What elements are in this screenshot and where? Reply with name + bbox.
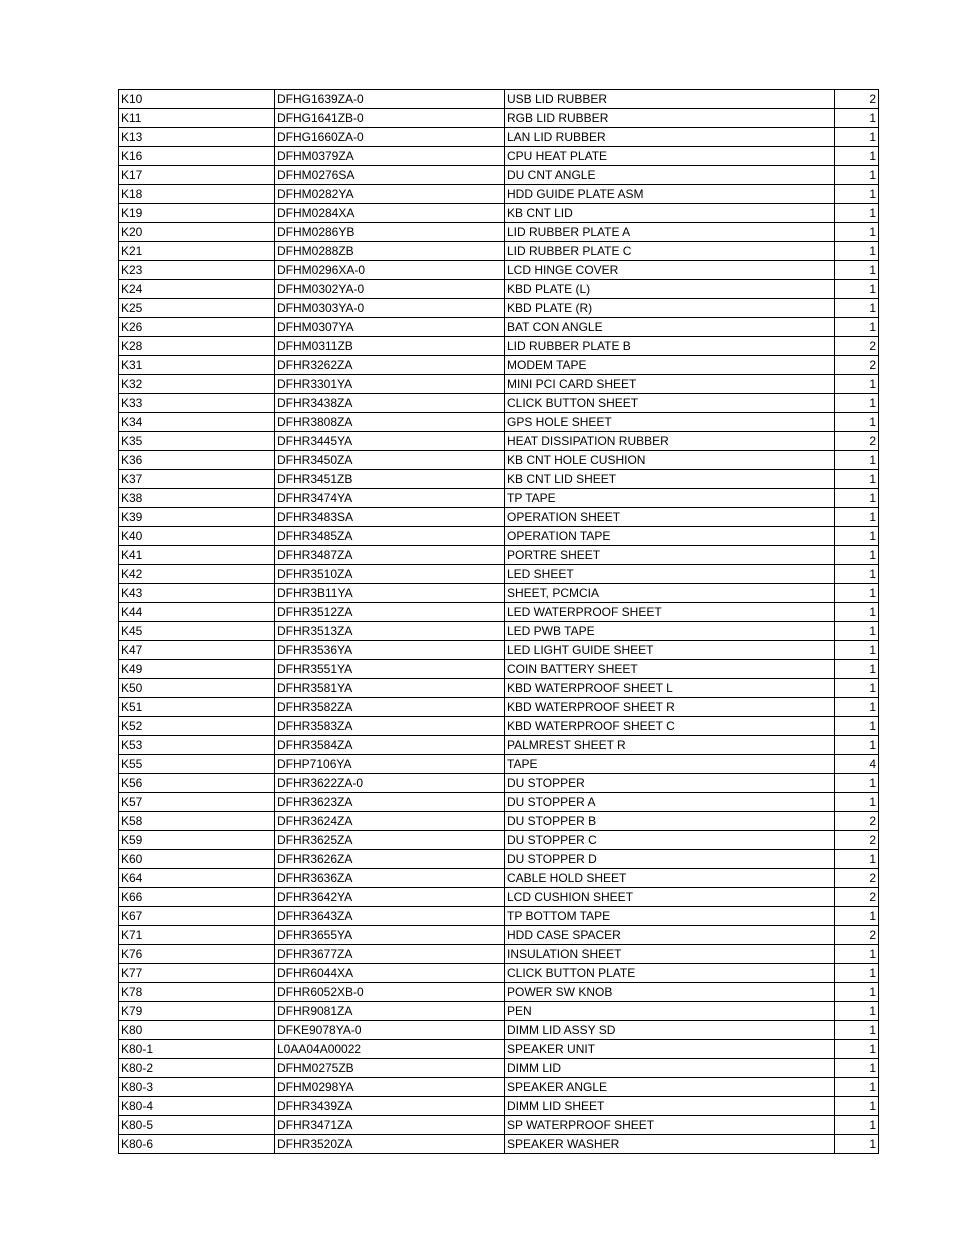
- part-no-cell: DFHM0275ZB: [275, 1059, 505, 1078]
- table-row: [119, 508, 879, 527]
- part-no-cell: DFHR3485ZA: [275, 527, 505, 546]
- table-row: [119, 527, 879, 546]
- quantity-cell: 1: [835, 983, 879, 1002]
- description-cell: SHEET, PCMCIA: [505, 584, 835, 603]
- ref-no-cell: K42: [119, 565, 275, 584]
- description-cell: TP BOTTOM TAPE: [505, 907, 835, 926]
- table-row: [119, 299, 879, 318]
- table-row: [119, 755, 879, 774]
- quantity-cell: 1: [835, 1097, 879, 1116]
- part-no-cell: DFHR3512ZA: [275, 603, 505, 622]
- part-no-cell: DFHR3625ZA: [275, 831, 505, 850]
- table-row: [119, 603, 879, 622]
- table-row: [119, 1135, 879, 1154]
- quantity-cell: 1: [835, 964, 879, 983]
- description-cell: POWER SW KNOB: [505, 983, 835, 1002]
- part-no-cell: DFHR3301YA: [275, 375, 505, 394]
- part-no-cell: DFHR3513ZA: [275, 622, 505, 641]
- table-row: [119, 584, 879, 603]
- table-row: [119, 147, 879, 166]
- ref-no-cell: K17: [119, 166, 275, 185]
- part-no-cell: DFHR3624ZA: [275, 812, 505, 831]
- parts-table-body: [119, 90, 879, 1154]
- part-no-cell: DFHR3636ZA: [275, 869, 505, 888]
- part-no-cell: DFHM0276SA: [275, 166, 505, 185]
- part-no-cell: DFHR3B11YA: [275, 584, 505, 603]
- part-no-cell: DFHR3438ZA: [275, 394, 505, 413]
- description-cell: SP WATERPROOF SHEET: [505, 1116, 835, 1135]
- ref-no-cell: K64: [119, 869, 275, 888]
- ref-no-cell: K44: [119, 603, 275, 622]
- description-cell: SPEAKER UNIT: [505, 1040, 835, 1059]
- description-cell: PORTRE SHEET: [505, 546, 835, 565]
- ref-no-cell: K80-4: [119, 1097, 275, 1116]
- ref-no-cell: K80-5: [119, 1116, 275, 1135]
- table-row: [119, 850, 879, 869]
- description-cell: DIMM LID SHEET: [505, 1097, 835, 1116]
- ref-no-cell: K21: [119, 242, 275, 261]
- ref-no-cell: K38: [119, 489, 275, 508]
- description-cell: KB CNT LID SHEET: [505, 470, 835, 489]
- part-no-cell: DFHP7106YA: [275, 755, 505, 774]
- part-no-cell: DFHR3583ZA: [275, 717, 505, 736]
- ref-no-cell: K26: [119, 318, 275, 337]
- description-cell: TP TAPE: [505, 489, 835, 508]
- table-row: [119, 1040, 879, 1059]
- table-row: [119, 413, 879, 432]
- table-row: [119, 945, 879, 964]
- description-cell: SPEAKER ANGLE: [505, 1078, 835, 1097]
- quantity-cell: 1: [835, 375, 879, 394]
- part-no-cell: DFHR3677ZA: [275, 945, 505, 964]
- table-row: [119, 565, 879, 584]
- ref-no-cell: K41: [119, 546, 275, 565]
- part-no-cell: DFHR3450ZA: [275, 451, 505, 470]
- quantity-cell: 1: [835, 546, 879, 565]
- part-no-cell: DFHM0311ZB: [275, 337, 505, 356]
- ref-no-cell: K33: [119, 394, 275, 413]
- table-row: [119, 223, 879, 242]
- quantity-cell: 1: [835, 394, 879, 413]
- quantity-cell: 1: [835, 204, 879, 223]
- description-cell: CABLE HOLD SHEET: [505, 869, 835, 888]
- description-cell: OPERATION SHEET: [505, 508, 835, 527]
- part-no-cell: DFHR3551YA: [275, 660, 505, 679]
- ref-no-cell: K32: [119, 375, 275, 394]
- table-row: [119, 1116, 879, 1135]
- table-row: [119, 394, 879, 413]
- table-row: [119, 90, 879, 109]
- part-no-cell: DFHR6044XA: [275, 964, 505, 983]
- quantity-cell: 1: [835, 736, 879, 755]
- quantity-cell: 1: [835, 717, 879, 736]
- quantity-cell: 1: [835, 565, 879, 584]
- ref-no-cell: K80: [119, 1021, 275, 1040]
- description-cell: PEN: [505, 1002, 835, 1021]
- description-cell: DU STOPPER A: [505, 793, 835, 812]
- quantity-cell: 1: [835, 1002, 879, 1021]
- description-cell: GPS HOLE SHEET: [505, 413, 835, 432]
- quantity-cell: 1: [835, 698, 879, 717]
- table-row: [119, 185, 879, 204]
- description-cell: DIMM LID ASSY SD: [505, 1021, 835, 1040]
- ref-no-cell: K11: [119, 109, 275, 128]
- table-row: [119, 679, 879, 698]
- quantity-cell: 1: [835, 641, 879, 660]
- quantity-cell: 1: [835, 261, 879, 280]
- description-cell: USB LID RUBBER: [505, 90, 835, 109]
- table-row: [119, 280, 879, 299]
- description-cell: LID RUBBER PLATE C: [505, 242, 835, 261]
- table-row: [119, 812, 879, 831]
- quantity-cell: 1: [835, 1059, 879, 1078]
- quantity-cell: 1: [835, 128, 879, 147]
- quantity-cell: 1: [835, 1040, 879, 1059]
- ref-no-cell: K28: [119, 337, 275, 356]
- description-cell: LED LIGHT GUIDE SHEET: [505, 641, 835, 660]
- description-cell: BAT CON ANGLE: [505, 318, 835, 337]
- ref-no-cell: K45: [119, 622, 275, 641]
- quantity-cell: 2: [835, 337, 879, 356]
- table-row: [119, 736, 879, 755]
- quantity-cell: 1: [835, 584, 879, 603]
- description-cell: RGB LID RUBBER: [505, 109, 835, 128]
- quantity-cell: 1: [835, 299, 879, 318]
- quantity-cell: 1: [835, 109, 879, 128]
- quantity-cell: 1: [835, 850, 879, 869]
- ref-no-cell: K55: [119, 755, 275, 774]
- table-row: [119, 1059, 879, 1078]
- ref-no-cell: K47: [119, 641, 275, 660]
- quantity-cell: 1: [835, 470, 879, 489]
- description-cell: KBD WATERPROOF SHEET C: [505, 717, 835, 736]
- part-no-cell: DFHR3451ZB: [275, 470, 505, 489]
- ref-no-cell: K67: [119, 907, 275, 926]
- ref-no-cell: K80-6: [119, 1135, 275, 1154]
- description-cell: CLICK BUTTON PLATE: [505, 964, 835, 983]
- quantity-cell: 1: [835, 451, 879, 470]
- ref-no-cell: K40: [119, 527, 275, 546]
- quantity-cell: 1: [835, 1078, 879, 1097]
- part-no-cell: DFHR3643ZA: [275, 907, 505, 926]
- table-row: [119, 831, 879, 850]
- part-no-cell: DFHR3536YA: [275, 641, 505, 660]
- part-no-cell: DFHM0288ZB: [275, 242, 505, 261]
- ref-no-cell: K59: [119, 831, 275, 850]
- description-cell: SPEAKER WASHER: [505, 1135, 835, 1154]
- part-no-cell: DFHR9081ZA: [275, 1002, 505, 1021]
- table-row: [119, 774, 879, 793]
- table-row: [119, 907, 879, 926]
- table-row: [119, 451, 879, 470]
- quantity-cell: 1: [835, 945, 879, 964]
- quantity-cell: 2: [835, 90, 879, 109]
- quantity-cell: 1: [835, 166, 879, 185]
- description-cell: LID RUBBER PLATE A: [505, 223, 835, 242]
- quantity-cell: 1: [835, 622, 879, 641]
- part-no-cell: DFHM0379ZA: [275, 147, 505, 166]
- quantity-cell: 2: [835, 869, 879, 888]
- table-row: [119, 489, 879, 508]
- table-row: [119, 318, 879, 337]
- part-no-cell: DFHR3474YA: [275, 489, 505, 508]
- part-no-cell: DFHM0282YA: [275, 185, 505, 204]
- ref-no-cell: K57: [119, 793, 275, 812]
- description-cell: KB CNT LID: [505, 204, 835, 223]
- table-row: [119, 128, 879, 147]
- ref-no-cell: K58: [119, 812, 275, 831]
- quantity-cell: 1: [835, 793, 879, 812]
- part-no-cell: DFHM0307YA: [275, 318, 505, 337]
- description-cell: LCD HINGE COVER: [505, 261, 835, 280]
- table-row: [119, 1097, 879, 1116]
- quantity-cell: 1: [835, 603, 879, 622]
- description-cell: DU STOPPER D: [505, 850, 835, 869]
- quantity-cell: 2: [835, 432, 879, 451]
- quantity-cell: 2: [835, 888, 879, 907]
- quantity-cell: 1: [835, 660, 879, 679]
- part-no-cell: DFHM0286YB: [275, 223, 505, 242]
- part-no-cell: DFHR3582ZA: [275, 698, 505, 717]
- quantity-cell: 4: [835, 755, 879, 774]
- table-row: [119, 1021, 879, 1040]
- quantity-cell: 1: [835, 508, 879, 527]
- quantity-cell: 1: [835, 318, 879, 337]
- part-no-cell: L0AA04A00022: [275, 1040, 505, 1059]
- table-row: [119, 983, 879, 1002]
- table-row: [119, 432, 879, 451]
- part-no-cell: DFHG1639ZA-0: [275, 90, 505, 109]
- ref-no-cell: K53: [119, 736, 275, 755]
- quantity-cell: 1: [835, 413, 879, 432]
- quantity-cell: 2: [835, 926, 879, 945]
- part-no-cell: DFHR3581YA: [275, 679, 505, 698]
- ref-no-cell: K34: [119, 413, 275, 432]
- part-no-cell: DFHM0302YA-0: [275, 280, 505, 299]
- description-cell: KBD PLATE (R): [505, 299, 835, 318]
- part-no-cell: DFHG1641ZB-0: [275, 109, 505, 128]
- part-no-cell: DFHR3584ZA: [275, 736, 505, 755]
- table-row: [119, 356, 879, 375]
- ref-no-cell: K23: [119, 261, 275, 280]
- description-cell: TAPE: [505, 755, 835, 774]
- part-no-cell: DFHR3520ZA: [275, 1135, 505, 1154]
- ref-no-cell: K66: [119, 888, 275, 907]
- description-cell: HDD CASE SPACER: [505, 926, 835, 945]
- ref-no-cell: K18: [119, 185, 275, 204]
- part-no-cell: DFHR3808ZA: [275, 413, 505, 432]
- part-no-cell: DFHG1660ZA-0: [275, 128, 505, 147]
- description-cell: DIMM LID: [505, 1059, 835, 1078]
- description-cell: LCD CUSHION SHEET: [505, 888, 835, 907]
- quantity-cell: 1: [835, 242, 879, 261]
- description-cell: HDD GUIDE PLATE ASM: [505, 185, 835, 204]
- part-no-cell: DFHR3262ZA: [275, 356, 505, 375]
- table-row: [119, 109, 879, 128]
- description-cell: KBD WATERPROOF SHEET R: [505, 698, 835, 717]
- quantity-cell: 1: [835, 280, 879, 299]
- description-cell: LED PWB TAPE: [505, 622, 835, 641]
- ref-no-cell: K19: [119, 204, 275, 223]
- part-no-cell: DFHR3487ZA: [275, 546, 505, 565]
- part-no-cell: DFHR3642YA: [275, 888, 505, 907]
- ref-no-cell: K71: [119, 926, 275, 945]
- ref-no-cell: K31: [119, 356, 275, 375]
- description-cell: LED SHEET: [505, 565, 835, 584]
- description-cell: DU STOPPER C: [505, 831, 835, 850]
- ref-no-cell: K16: [119, 147, 275, 166]
- table-row: [119, 641, 879, 660]
- ref-no-cell: K39: [119, 508, 275, 527]
- ref-no-cell: K35: [119, 432, 275, 451]
- table-row: [119, 660, 879, 679]
- description-cell: DU STOPPER B: [505, 812, 835, 831]
- quantity-cell: 1: [835, 679, 879, 698]
- ref-no-cell: K36: [119, 451, 275, 470]
- part-no-cell: DFHR3622ZA-0: [275, 774, 505, 793]
- table-row: [119, 964, 879, 983]
- table-row: [119, 546, 879, 565]
- quantity-cell: 1: [835, 774, 879, 793]
- description-cell: KBD WATERPROOF SHEET L: [505, 679, 835, 698]
- description-cell: OPERATION TAPE: [505, 527, 835, 546]
- table-row: [119, 375, 879, 394]
- description-cell: LID RUBBER PLATE B: [505, 337, 835, 356]
- table-row: [119, 204, 879, 223]
- description-cell: MODEM TAPE: [505, 356, 835, 375]
- description-cell: CLICK BUTTON SHEET: [505, 394, 835, 413]
- part-no-cell: DFKE9078YA-0: [275, 1021, 505, 1040]
- quantity-cell: 1: [835, 907, 879, 926]
- part-no-cell: DFHR3483SA: [275, 508, 505, 527]
- description-cell: LED WATERPROOF SHEET: [505, 603, 835, 622]
- quantity-cell: 1: [835, 223, 879, 242]
- part-no-cell: DFHR3655YA: [275, 926, 505, 945]
- part-no-cell: DFHR3623ZA: [275, 793, 505, 812]
- part-no-cell: DFHR3471ZA: [275, 1116, 505, 1135]
- quantity-cell: 1: [835, 1116, 879, 1135]
- table-row: [119, 1002, 879, 1021]
- quantity-cell: 2: [835, 831, 879, 850]
- quantity-cell: 1: [835, 527, 879, 546]
- table-row: [119, 470, 879, 489]
- quantity-cell: 2: [835, 812, 879, 831]
- ref-no-cell: K37: [119, 470, 275, 489]
- ref-no-cell: K79: [119, 1002, 275, 1021]
- ref-no-cell: K43: [119, 584, 275, 603]
- description-cell: HEAT DISSIPATION RUBBER: [505, 432, 835, 451]
- ref-no-cell: K51: [119, 698, 275, 717]
- table-row: [119, 698, 879, 717]
- quantity-cell: 1: [835, 1021, 879, 1040]
- ref-no-cell: K50: [119, 679, 275, 698]
- table-row: [119, 793, 879, 812]
- description-cell: LAN LID RUBBER: [505, 128, 835, 147]
- part-no-cell: DFHR3626ZA: [275, 850, 505, 869]
- table-row: [119, 926, 879, 945]
- part-no-cell: DFHM0303YA-0: [275, 299, 505, 318]
- table-row: [119, 622, 879, 641]
- description-cell: MINI PCI CARD SHEET: [505, 375, 835, 394]
- ref-no-cell: K56: [119, 774, 275, 793]
- table-row: [119, 261, 879, 280]
- ref-no-cell: K80-2: [119, 1059, 275, 1078]
- ref-no-cell: K24: [119, 280, 275, 299]
- ref-no-cell: K13: [119, 128, 275, 147]
- description-cell: KB CNT HOLE CUSHION: [505, 451, 835, 470]
- table-row: [119, 166, 879, 185]
- part-no-cell: DFHM0284XA: [275, 204, 505, 223]
- quantity-cell: 1: [835, 147, 879, 166]
- ref-no-cell: K49: [119, 660, 275, 679]
- table-row: [119, 1078, 879, 1097]
- description-cell: PALMREST SHEET R: [505, 736, 835, 755]
- part-no-cell: DFHM0296XA-0: [275, 261, 505, 280]
- part-no-cell: DFHR6052XB-0: [275, 983, 505, 1002]
- ref-no-cell: K77: [119, 964, 275, 983]
- table-row: [119, 888, 879, 907]
- description-cell: INSULATION SHEET: [505, 945, 835, 964]
- table-row: [119, 337, 879, 356]
- quantity-cell: 1: [835, 1135, 879, 1154]
- quantity-cell: 1: [835, 489, 879, 508]
- table-row: [119, 242, 879, 261]
- part-no-cell: DFHR3445YA: [275, 432, 505, 451]
- ref-no-cell: K80-1: [119, 1040, 275, 1059]
- description-cell: CPU HEAT PLATE: [505, 147, 835, 166]
- ref-no-cell: K20: [119, 223, 275, 242]
- ref-no-cell: K76: [119, 945, 275, 964]
- description-cell: COIN BATTERY SHEET: [505, 660, 835, 679]
- ref-no-cell: K52: [119, 717, 275, 736]
- part-no-cell: DFHM0298YA: [275, 1078, 505, 1097]
- ref-no-cell: K60: [119, 850, 275, 869]
- ref-no-cell: K80-3: [119, 1078, 275, 1097]
- part-no-cell: DFHR3510ZA: [275, 565, 505, 584]
- quantity-cell: 1: [835, 185, 879, 204]
- table-row: [119, 717, 879, 736]
- part-no-cell: DFHR3439ZA: [275, 1097, 505, 1116]
- description-cell: DU STOPPER: [505, 774, 835, 793]
- description-cell: DU CNT ANGLE: [505, 166, 835, 185]
- ref-no-cell: K78: [119, 983, 275, 1002]
- parts-table: [118, 89, 879, 1154]
- ref-no-cell: K25: [119, 299, 275, 318]
- quantity-cell: 2: [835, 356, 879, 375]
- description-cell: KBD PLATE (L): [505, 280, 835, 299]
- table-row: [119, 869, 879, 888]
- ref-no-cell: K10: [119, 90, 275, 109]
